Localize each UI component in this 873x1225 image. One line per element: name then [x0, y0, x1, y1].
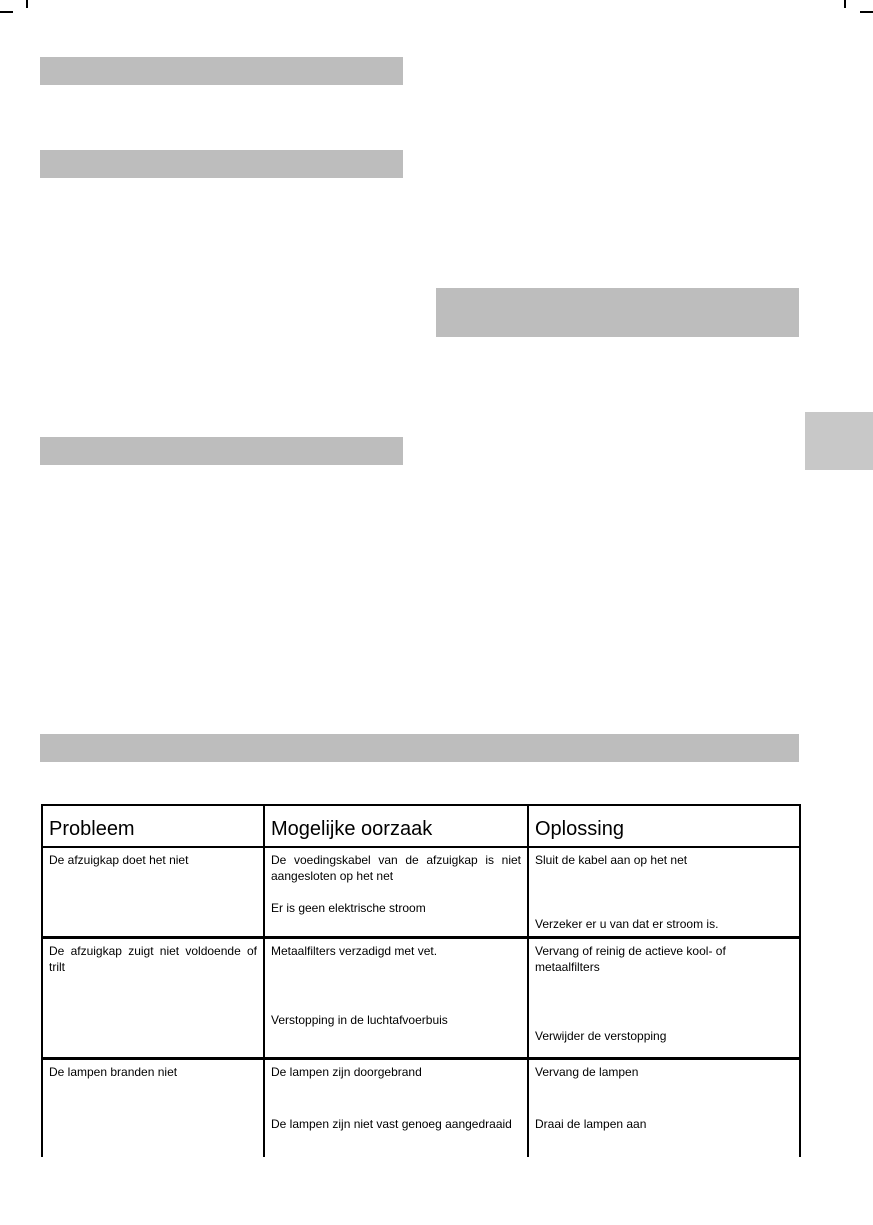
cause-text: De lampen zijn niet vast genoeg aangedraaid [271, 1117, 512, 1131]
crop-mark-top-left [26, 0, 28, 8]
section-header-bar [40, 734, 799, 762]
cause-text: Metaalfilters verzadigd met vet. [271, 944, 438, 958]
solution-text: Vervang de lampen [535, 1065, 639, 1079]
cause-cell [264, 1059, 528, 1157]
solution-cell [528, 938, 800, 1059]
cause-cell [264, 847, 528, 938]
section-header-bar [40, 437, 403, 465]
table-row [42, 847, 800, 938]
cause-text: Er is geen elektrische stroom [271, 901, 426, 915]
solution-cell [528, 1059, 800, 1157]
section-header-bar [436, 288, 799, 337]
section-header-bar [40, 150, 403, 178]
cause-cell [264, 938, 528, 1059]
column-header-cause: Mogelijke oorzaak [264, 805, 528, 847]
problem-text: De afzuigkap doet het niet [49, 853, 189, 867]
solution-cell [528, 847, 800, 938]
solution-text: Vervang of reinig de actieve kool- of metaalfilters [535, 944, 726, 974]
table-row [42, 1059, 800, 1157]
table-row [42, 938, 800, 1059]
problem-cell [42, 938, 264, 1059]
solution-text: Draai de lampen aan [535, 1117, 647, 1131]
solution-text: Verwijder de verstopping [535, 1029, 667, 1043]
crop-mark-top-right [860, 11, 873, 13]
section-header-bar [40, 57, 403, 85]
solution-text: Verzeker er u van dat er stroom is. [535, 917, 719, 931]
cause-text: De voedingskabel van de afzuigkap is niet aangesloten op het net [271, 853, 521, 883]
cause-text: De lampen zijn doorgebrand [271, 1065, 422, 1079]
column-header-problem: Probleem [42, 805, 264, 847]
problem-text: De lampen branden niet [49, 1065, 178, 1079]
problem-cell [42, 1059, 264, 1157]
table-header-row [42, 805, 800, 847]
language-side-tab [805, 412, 873, 470]
problem-text: De afzuigkap zuigt niet voldoende of trilt [49, 944, 257, 974]
crop-mark-top-left [0, 11, 13, 13]
troubleshooting-table [41, 804, 801, 1157]
crop-mark-top-right [844, 0, 846, 8]
column-header-solution: Oplossing [528, 805, 800, 847]
solution-text: Sluit de kabel aan op het net [535, 853, 688, 867]
cause-text: Verstopping in de luchtafvoerbuis [271, 1013, 448, 1027]
problem-cell [42, 847, 264, 938]
